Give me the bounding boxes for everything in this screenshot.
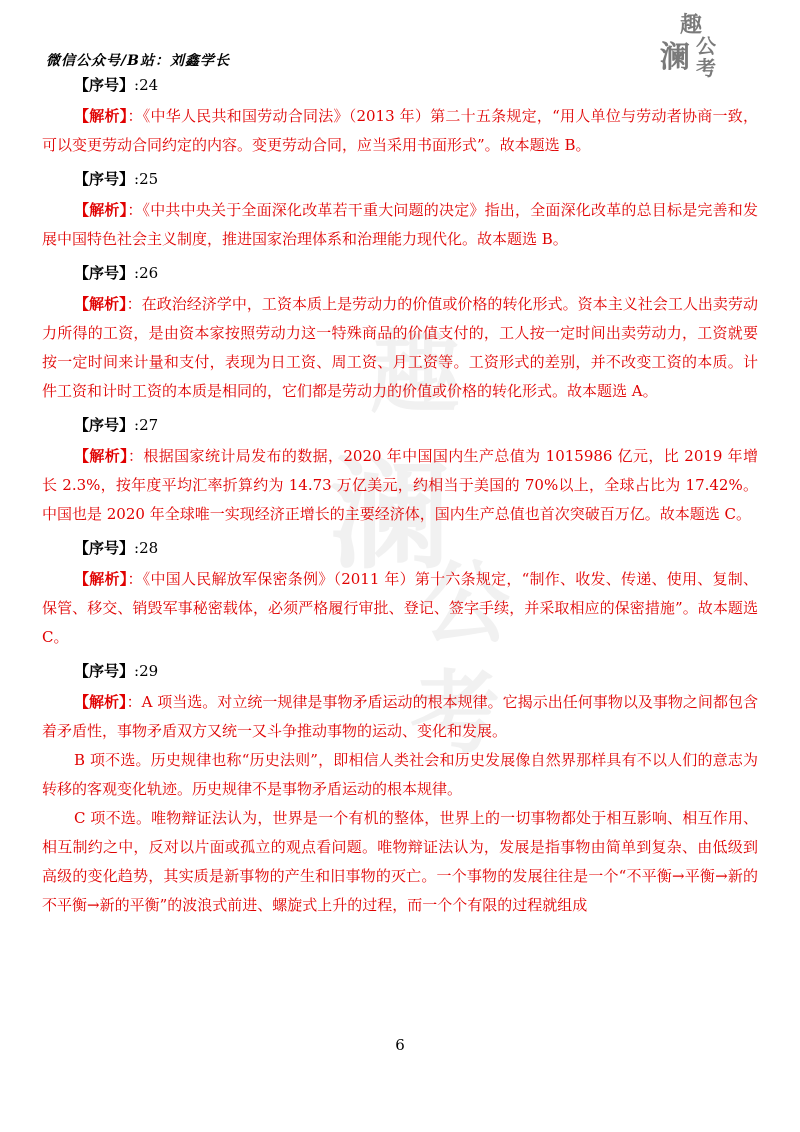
analysis-paragraph [42, 804, 758, 920]
question-number [42, 414, 758, 436]
analysis-paragraph [42, 746, 758, 804]
analysis-label: 【解析】 [74, 201, 128, 219]
analysis-text: ：在政治经济学中，工资本质上是劳动力的价值或价格的转化形式。资本主义社会工人出卖劳动力所得的工资，是由资本家按照劳动力这一特殊商品的价值支付的，工人按一定时间出卖劳动力，工资就要按一定时间来计量和支付，表现为日工资、周工资、月工资等。工资形式的差别，并不改变工资的本质。计件工资和计时工资的本质是相同的，它们都是劳动力的价值或价格的转化形式。故本题选 A。 [42, 295, 758, 400]
question-number-value: :29 [134, 662, 159, 680]
analysis-paragraph [42, 290, 758, 406]
question-number-value: :27 [134, 416, 159, 434]
analysis-text: ：A 项当选。对立统一规律是事物矛盾运动的根本规律。它揭示出任何事物以及事物之间都包含着矛盾性，事物矛盾双方又统一又斗争推动事物的运动、变化和发展。 [42, 693, 758, 740]
question-number-label: 【序号】 [74, 170, 135, 188]
question-number-value: :24 [134, 76, 159, 94]
analysis-paragraph [42, 565, 758, 652]
analysis-label: 【解析】 [74, 693, 127, 711]
analysis-text: ：《中华人民共和国劳动合同法》（2013 年）第二十五条规定，“用人单位与劳动者协商一致，可以变更劳动合同约定的内容。变更劳动合同，应当采用书面形式”。故本题选 B。 [42, 107, 758, 154]
question-number [42, 74, 758, 96]
question-number [42, 168, 758, 190]
answer-entry [42, 414, 758, 529]
brand-logo: 趣 澜 公 考 [660, 12, 716, 80]
question-number-label: 【序号】 [74, 416, 135, 434]
answer-content [42, 74, 758, 928]
analysis-label: 【解析】 [74, 447, 129, 465]
question-number [42, 660, 758, 682]
question-number [42, 262, 758, 284]
question-number-value: :28 [134, 539, 159, 557]
analysis-paragraph [42, 196, 758, 254]
analysis-label: 【解析】 [74, 107, 128, 125]
analysis-text: ：《中共中央关于全面深化改革若干重大问题的决定》指出，全面深化改革的总目标是完善和发展中国特色社会主义制度，推进国家治理体系和治理能力现代化。故本题选 B。 [42, 201, 758, 248]
question-number-value: :25 [134, 170, 159, 188]
question-number-label: 【序号】 [74, 76, 135, 94]
header-note: 微信公众号/B站：刘鑫学长 [46, 53, 230, 69]
page-number: 6 [395, 1036, 405, 1054]
answer-entry [42, 537, 758, 652]
answer-entry [42, 262, 758, 406]
answer-entry [42, 660, 758, 920]
question-number-label: 【序号】 [74, 264, 135, 282]
question-number [42, 537, 758, 559]
watermark-logo: 趣 澜 公 考 [330, 320, 510, 766]
analysis-label: 【解析】 [74, 295, 127, 313]
answer-entry [42, 74, 758, 160]
analysis-paragraph [42, 688, 758, 746]
analysis-paragraph [42, 442, 758, 529]
analysis-text: B 项不选。历史规律也称“历史法则”，即相信人类社会和历史发展像自然界那样具有不以人们的意志为转移的客观变化轨迹。历史规律不是事物矛盾运动的根本规律。 [42, 751, 758, 798]
question-number-value: :26 [134, 264, 159, 282]
answer-entry [42, 168, 758, 254]
analysis-text: ：根据国家统计局发布的数据，2020 年中国国内生产总值为 1015986 亿元，比 2019 年增长 2.3%，按年度平均汇率折算约为 14.73 万亿美元，约相当于美国的 70%以上，全球占比为 17.42%。中国也是 2020 年全球唯一实现经济正增长的主要经济体，国内生产总值也首次突破百万亿。故本题选 C。 [42, 447, 758, 523]
question-number-label: 【序号】 [74, 539, 135, 557]
question-number-label: 【序号】 [74, 662, 135, 680]
analysis-label: 【解析】 [74, 570, 128, 588]
analysis-text: C 项不选。唯物辩证法认为，世界是一个有机的整体，世界上的一切事物都处于相互影响、相互作用、相互制约之中，反对以片面或孤立的观点看问题。唯物辩证法认为，发展是指事物由简单到复杂、由低级到高级的变化趋势，其实质是新事物的产生和旧事物的灭亡。一个事物的发展往往是一个“不平衡→平衡→新的不平衡→新的平衡”的波浪式前进、螺旋式上升的过程，而一个个有限的过程就组成 [42, 809, 758, 914]
analysis-text: ：《中国人民解放军保密条例》（2011 年）第十六条规定，“制作、收发、传递、使用、复制、保管、移交、销毁军事秘密载体，必须严格履行审批、登记、签字手续，并采取相应的保密措施”。故本题选 C。 [42, 570, 758, 646]
analysis-paragraph [42, 102, 758, 160]
